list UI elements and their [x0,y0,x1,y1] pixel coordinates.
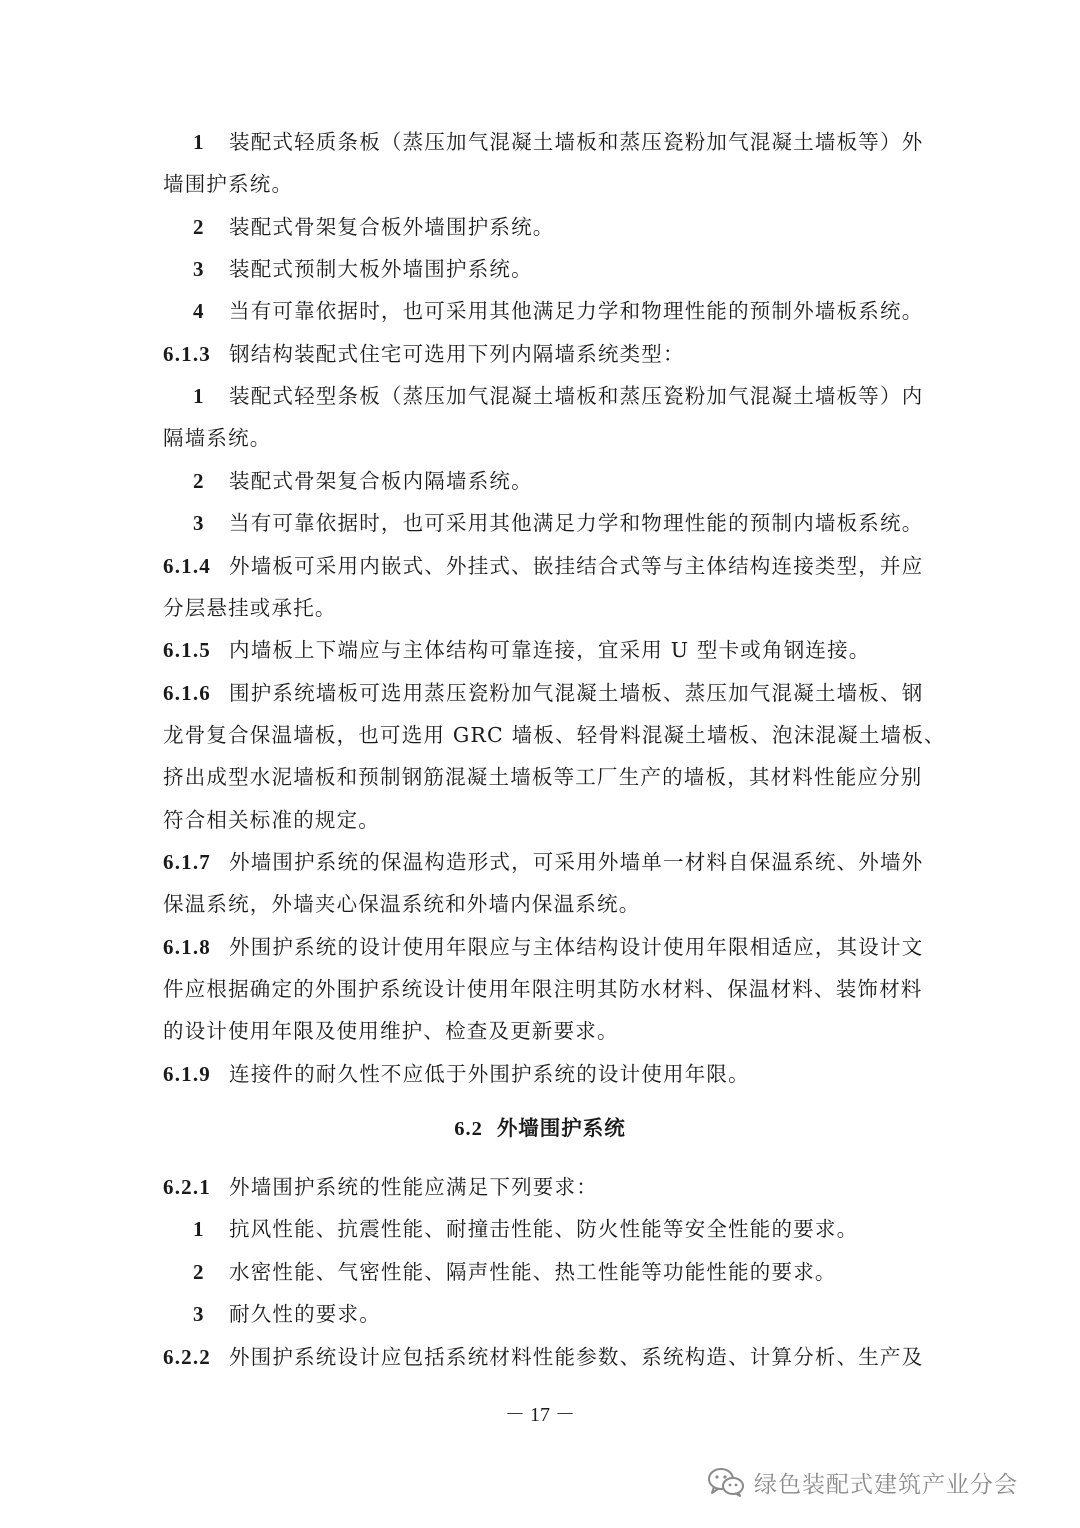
paragraph-text: 外墙板可采用内嵌式、外挂式、嵌挂结合式等与主体结构连接类型，并应 [229,554,924,578]
list-item [193,1257,963,1287]
section-title: 外墙围护系统 [496,1116,626,1140]
paragraph-text: 保温系统，外墙夹心保温系统和外墙内保温系统。 [163,892,641,916]
watermark [706,1462,1018,1502]
paragraph-line [163,593,933,623]
item-number: 4 [193,299,205,323]
paragraph-text: 装配式骨架复合板内隔墙系统。 [229,469,533,493]
section-number: 6.2 [454,1118,483,1140]
list-item [193,1214,963,1244]
paragraph-text: 件应根据确定的外围护系统设计使用年限注明其防水材料、保温材料、装饰材料 [163,977,923,1001]
paragraph-line [163,805,933,835]
item-number: 2 [193,215,205,239]
paragraph-text: 装配式轻型条板（蒸压加气混凝土墙板和蒸压瓷粉加气混凝土墙板等）内 [229,384,924,408]
item-number: 3 [193,1302,205,1326]
item-number: 3 [193,257,205,281]
clause-line [163,339,933,369]
item-number: 1 [193,130,205,154]
paragraph-text: 水密性能、气密性能、隔声性能、热工性能等功能性能的要求。 [229,1260,837,1284]
paragraph-text: 装配式轻质条板（蒸压加气混凝土墙板和蒸压瓷粉加气混凝土墙板等）外 [229,130,924,154]
paragraph-text: 抗风性能、抗震性能、耐撞击性能、防火性能等安全性能的要求。 [229,1217,859,1241]
list-item [193,296,963,326]
paragraph-text: 连接件的耐久性不应低于外围护系统的设计使用年限。 [229,1062,750,1086]
item-number: 2 [193,1260,205,1284]
paragraph-text: 当有可靠依据时，也可采用其他满足力学和物理性能的预制外墙板系统。 [229,299,924,323]
paragraph-line [163,889,933,919]
clause-line [163,1342,933,1372]
paragraph-text: 外墙围护系统的保温构造形式，可采用外墙单一材料自保温系统、外墙外 [229,850,924,874]
wechat-icon [706,1466,746,1498]
paragraph-line [163,762,933,792]
clause-line [163,1172,933,1202]
list-item [193,508,963,538]
clause-number: 6.1.6 [163,681,211,705]
paragraph-text: 装配式骨架复合板外墙围护系统。 [229,215,555,239]
paragraph-text: 围护系统墙板可选用蒸压瓷粉加气混凝土墙板、蒸压加气混凝土墙板、钢 [229,681,924,705]
clause-number: 6.2.1 [163,1175,211,1199]
paragraph-text: 当有可靠依据时，也可采用其他满足力学和物理性能的预制内墙板系统。 [229,511,924,535]
paragraph-text: 耐久性的要求。 [229,1302,381,1326]
clause-number: 6.1.3 [163,342,211,366]
list-item [193,212,963,242]
clause-line [163,932,933,962]
list-item [193,1299,963,1329]
clause-line [163,1059,933,1089]
item-number: 3 [193,511,205,535]
item-number: 1 [193,384,205,408]
item-number: 2 [193,469,205,493]
clause-line [163,847,933,877]
paragraph-text: 分层悬挂或承托。 [163,596,337,620]
paragraph-text: 墙围护系统。 [163,172,294,196]
paragraph-text: 钢结构装配式住宅可选用下列内隔墙系统类型： [229,342,685,366]
section-heading [0,1113,1080,1144]
paragraph-text: 装配式预制大板外墙围护系统。 [229,257,533,281]
paragraph-text: 内墙板上下端应与主体结构可靠连接，宜采用 U 型卡或角钢连接。 [229,638,871,662]
paragraph-text: 符合相关标准的规定。 [163,808,380,832]
list-item [193,254,963,284]
clause-line [163,551,933,581]
list-item [193,381,963,411]
item-number: 1 [193,1217,205,1241]
paragraph-line [163,169,933,199]
paragraph-text: 外围护系统的设计使用年限应与主体结构设计使用年限相适应，其设计文 [229,935,924,959]
list-item [193,127,963,157]
paragraph-line [163,720,946,750]
paragraph-text: 外墙围护系统的性能应满足下列要求： [229,1175,598,1199]
paragraph-text: 挤出成型水泥墙板和预制钢筋混凝土墙板等工厂生产的墙板，其材料性能应分别 [163,765,923,789]
paragraph-line [163,423,933,453]
clause-number: 6.1.5 [163,638,211,662]
clause-number: 6.2.2 [163,1345,211,1369]
paragraph-text: 的设计使用年限及使用维护、检查及更新要求。 [163,1019,619,1043]
watermark-text: 绿色装配式建筑产业分会 [754,1471,1018,1498]
list-item [193,466,963,496]
paragraph-text: 隔墙系统。 [163,426,272,450]
clause-number: 6.1.7 [163,850,211,874]
paragraph-text: 龙骨复合保温墙板，也可选用 GRC 墙板、轻骨料混凝土墙板、泡沫混凝土墙板、 [163,723,946,747]
clause-number: 6.1.4 [163,554,211,578]
clause-number: 6.1.9 [163,1062,211,1086]
clause-line [163,635,933,665]
page-number: － 17 － [505,1404,575,1426]
paragraph-text: 外围护系统设计应包括系统材料性能参数、系统构造、计算分析、生产及 [229,1345,924,1369]
clause-line [163,678,933,708]
paragraph-line [163,974,933,1004]
clause-number: 6.1.8 [163,935,211,959]
paragraph-line [163,1016,933,1046]
